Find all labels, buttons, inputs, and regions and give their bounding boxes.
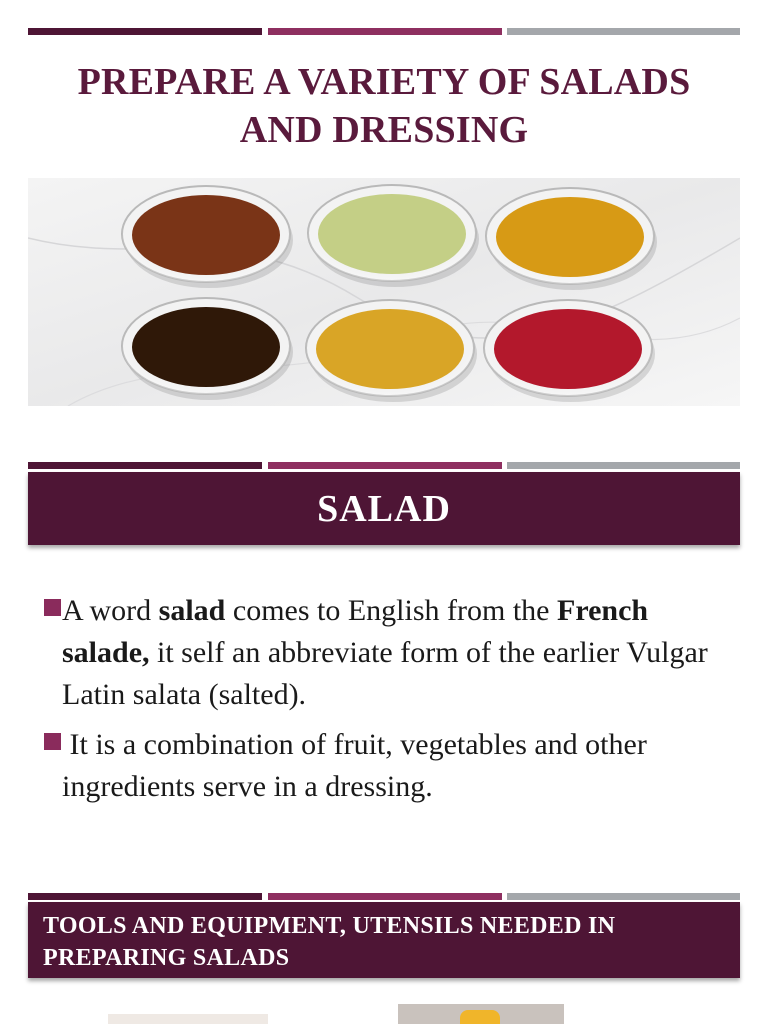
bullet-text-bold: salad (158, 594, 226, 627)
salad-heading: SALAD (317, 488, 451, 530)
bowl-glass-highlight (122, 298, 290, 394)
dressing-bowl (306, 300, 477, 402)
accent-segment-mid (268, 893, 502, 900)
square-bullet-icon (44, 733, 61, 750)
top-accent-bar (28, 28, 740, 35)
accent-segment-mid (268, 462, 502, 469)
page-title (28, 58, 740, 154)
bowl-glass-highlight (486, 188, 654, 284)
bullet-text (62, 724, 724, 808)
bullet-text-part: it self an abbreviate form of the earlier Vulgar Latin salata (salted). (62, 636, 708, 711)
dressing-bowl (122, 298, 293, 400)
tool-photo-grater (398, 1004, 564, 1024)
tool-photo-cutting-board (108, 1014, 268, 1024)
dressing-bowl (486, 188, 657, 290)
bowl-glass-highlight (306, 300, 474, 396)
bullet-text-part: A word (62, 594, 159, 627)
accent-segment-dark (28, 893, 262, 900)
dressing-bowl (122, 186, 293, 288)
square-bullet-icon (44, 599, 61, 616)
bowl-glass-highlight (308, 185, 476, 281)
salad-accent-bar (28, 462, 740, 469)
bullet-item (44, 590, 724, 716)
bowl-glass-highlight (122, 186, 290, 282)
page-title-line-2: AND DRESSING (239, 109, 529, 151)
accent-segment-mid (268, 28, 502, 35)
dressing-bowl (484, 300, 655, 402)
salad-heading-banner (28, 472, 740, 545)
salad-bullet-list (44, 590, 724, 816)
salad-dressings-photo (28, 178, 740, 406)
grater-fruit-icon (460, 1010, 500, 1024)
accent-segment-gray (507, 462, 740, 469)
accent-segment-gray (507, 893, 740, 900)
bowl-glass-highlight (484, 300, 652, 396)
tools-accent-bar (28, 893, 740, 900)
bullet-text-part: comes to English from the (225, 594, 557, 627)
bullet-text (62, 590, 724, 716)
dressing-bowl (308, 185, 479, 287)
bullet-text-bold: French salade, (62, 594, 649, 669)
tools-heading (43, 910, 730, 974)
tools-heading-banner (28, 902, 740, 978)
tools-heading-line-1: TOOLS AND EQUIPMENT, UTENSILS NEEDED IN (43, 913, 616, 939)
tools-heading-line-2: PREPARING SALADS (43, 945, 290, 971)
bullet-item (44, 724, 724, 808)
accent-segment-dark (28, 462, 262, 469)
bullet-text-part: It is a combination of fruit, vegetables and other ingredients serve in a dressing. (62, 728, 655, 803)
page-title-line-1: PREPARE A VARIETY OF SALADS (77, 61, 691, 103)
accent-segment-dark (28, 28, 262, 35)
accent-segment-gray (507, 28, 740, 35)
